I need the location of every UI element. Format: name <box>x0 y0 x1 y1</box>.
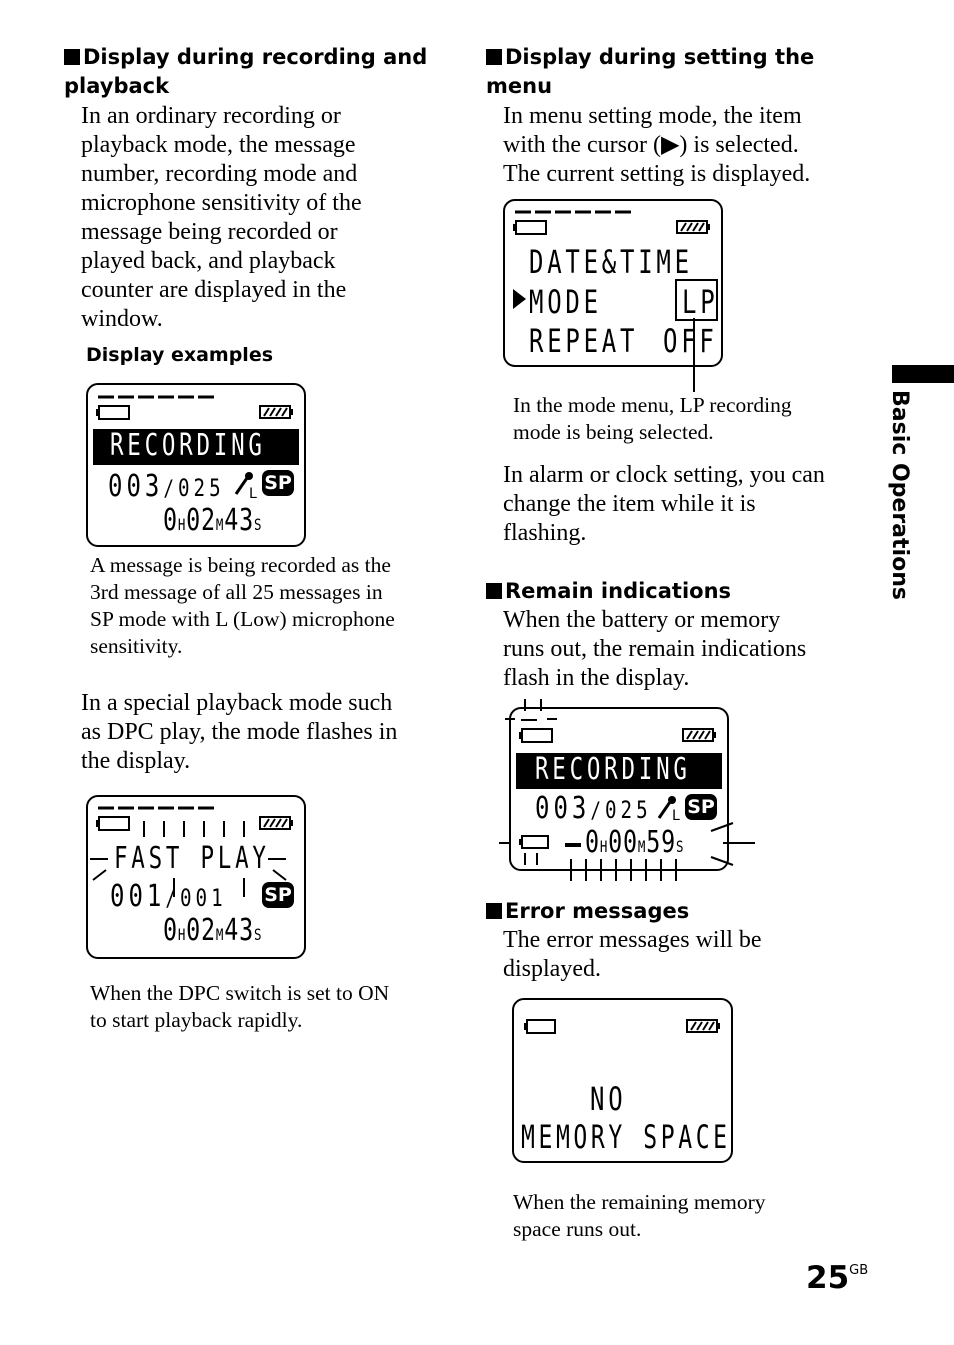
square-bullet-icon <box>486 583 502 599</box>
lcd4-counter-row: 003/025 <box>535 791 652 826</box>
side-tab-label: Basic Operations <box>887 390 912 600</box>
lcd2-mode-badge: SP <box>262 882 294 908</box>
lcd1-mic-sensitivity: L <box>249 486 257 502</box>
page-number: $25^{GB}$ <box>806 1260 869 1296</box>
caption-fast-play: When the DPC switch is set to ON to start playback rapidly. <box>90 981 390 1032</box>
lcd1-time: 0H02M43S <box>163 503 263 538</box>
lcd1-mode-badge: SP <box>262 470 294 496</box>
lcd4-status: RECORDING <box>535 752 691 787</box>
lcd-fast-play-display <box>86 795 306 959</box>
lcd4-mic-sensitivity: L <box>672 808 680 824</box>
lcd4-time: 0H00M59S <box>585 825 685 860</box>
lcd5-line-memory-space: MEMORY SPACE <box>521 1118 731 1156</box>
display-examples-label: Display examples <box>86 344 274 366</box>
lcd3-date-time: DATE&TIME <box>529 243 693 281</box>
lcd-error-display <box>512 998 733 1163</box>
section-heading-remain: Remain indications <box>486 577 846 606</box>
square-bullet-icon <box>64 49 80 65</box>
paragraph-remain: When the battery or memory runs out, the remain indications flash in the display. <box>503 607 807 691</box>
caption-error: When the remaining memory space runs out. <box>513 1190 766 1241</box>
lcd3-repeat-value: OFF <box>663 322 718 360</box>
lcd3-mode-value: LP <box>682 283 719 321</box>
lcd4-mode-badge: SP <box>685 794 717 820</box>
lcd3-mode: MODE <box>529 283 602 321</box>
section-tab-marker <box>892 365 954 383</box>
paragraph-error: The error messages will be displayed. <box>503 927 762 982</box>
section-heading-error: Error messages <box>486 897 846 926</box>
section-heading-menu: Display during setting the menu <box>486 45 815 98</box>
lcd5-line-no: NO <box>590 1080 627 1118</box>
lcd1-status: RECORDING <box>110 428 266 463</box>
lcd3-repeat: REPEAT <box>529 322 639 360</box>
square-bullet-icon <box>486 903 502 919</box>
lcd2-time: 0H02M43S <box>163 913 263 948</box>
paragraph-special-playback: In a special playback mode such as DPC play, the mode flashes in the display. <box>81 690 398 774</box>
paragraph-recording-playback: In an ordinary recording or playback mode, the message number, recording mode and microphone sensitivity of the message being recorded or played back, and playback counter are displayed in the window. <box>81 103 362 332</box>
lcd-remain-display <box>509 707 729 871</box>
lcd-recording-display <box>86 383 306 547</box>
lcd2-status: FAST PLAY <box>114 841 270 876</box>
square-bullet-icon <box>486 49 502 65</box>
caption-menu: In the mode menu, LP recording mode is being selected. <box>513 393 792 444</box>
lcd2-counter-row: 001/001 <box>110 879 227 914</box>
caption-recording-example: A message is being recorded as the 3rd message of all 25 messages in SP mode with L (Low) microphone sensitivity. <box>90 553 395 658</box>
paragraph-alarm-clock: In alarm or clock setting, you can change the item while it is flashing. <box>503 462 825 546</box>
paragraph-menu: In menu setting mode, the item with the cursor (▶) is selected. The current setting is displayed. <box>503 103 811 187</box>
section-heading-recording-playback: Display during recording and playback <box>64 45 428 98</box>
lcd1-counter-row: 003/025 <box>108 469 225 504</box>
